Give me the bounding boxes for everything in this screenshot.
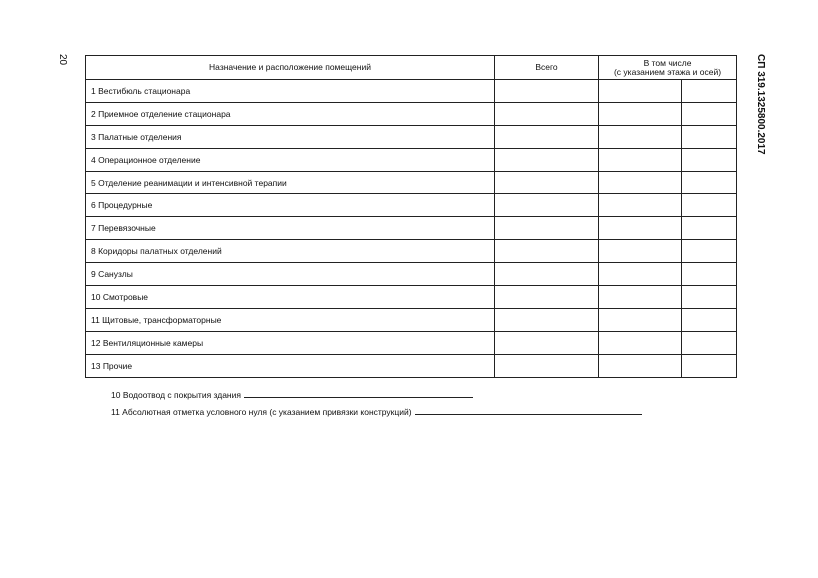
room-name-cell: 5 Отделение реанимации и интенсивной терапии	[86, 171, 495, 194]
zero-mark-fill-line	[415, 405, 642, 415]
table-row	[86, 171, 737, 194]
room-name-cell: 13 Прочие	[86, 354, 495, 377]
total-cell[interactable]	[495, 148, 599, 171]
including-cell-2[interactable]	[682, 331, 737, 354]
total-cell[interactable]	[495, 217, 599, 240]
including-cell-1[interactable]	[599, 354, 682, 377]
total-cell[interactable]	[495, 80, 599, 103]
header-including-line1: В том числе	[643, 57, 692, 68]
including-cell-1[interactable]	[599, 331, 682, 354]
including-cell-2[interactable]	[682, 102, 737, 125]
table-row	[86, 194, 737, 217]
total-cell[interactable]	[495, 171, 599, 194]
including-cell-2[interactable]	[682, 125, 737, 148]
document-code: СП 319.1325800.2017	[755, 54, 766, 155]
including-cell-1[interactable]	[599, 217, 682, 240]
total-cell[interactable]	[495, 102, 599, 125]
header-name: Назначение и расположение помещений	[86, 56, 495, 80]
footer-drainage-label: 10 Водоотвод с покрытия здания	[111, 390, 241, 400]
room-name-cell: 9 Санузлы	[86, 263, 495, 286]
including-cell-1[interactable]	[599, 286, 682, 309]
including-cell-1[interactable]	[599, 171, 682, 194]
room-name-cell: 6 Процедурные	[86, 194, 495, 217]
total-cell[interactable]	[495, 331, 599, 354]
table-row	[86, 286, 737, 309]
table-row	[86, 354, 737, 377]
table-row	[86, 80, 737, 103]
footer-zero-mark-label: 11 Абсолютная отметка условного нуля (с указанием привязки конструкций)	[111, 407, 412, 417]
room-name-cell: 7 Перевязочные	[86, 217, 495, 240]
room-name-cell: 12 Вентиляционные камеры	[86, 331, 495, 354]
drainage-fill-line	[244, 388, 473, 398]
total-cell[interactable]	[495, 125, 599, 148]
room-name-cell: 11 Щитовые, трансформаторные	[86, 308, 495, 331]
room-name-cell: 2 Приемное отделение стационара	[86, 102, 495, 125]
including-cell-2[interactable]	[682, 263, 737, 286]
table-row	[86, 148, 737, 171]
table-row	[86, 308, 737, 331]
including-cell-1[interactable]	[599, 102, 682, 125]
table-row	[86, 125, 737, 148]
including-cell-2[interactable]	[682, 354, 737, 377]
rooms-table	[85, 55, 737, 378]
table-row	[86, 217, 737, 240]
including-cell-2[interactable]	[682, 217, 737, 240]
header-total: Всего	[495, 56, 599, 80]
room-name-cell: 1 Вестибюль стационара	[86, 80, 495, 103]
table-row	[86, 263, 737, 286]
total-cell[interactable]	[495, 308, 599, 331]
including-cell-2[interactable]	[682, 194, 737, 217]
total-cell[interactable]	[495, 240, 599, 263]
table-header-row	[86, 56, 737, 80]
including-cell-2[interactable]	[682, 80, 737, 103]
footer-line-zero-mark	[111, 405, 642, 417]
including-cell-2[interactable]	[682, 286, 737, 309]
room-name-cell: 3 Палатные отделения	[86, 125, 495, 148]
including-cell-1[interactable]	[599, 308, 682, 331]
including-cell-2[interactable]	[682, 171, 737, 194]
header-including-line2: (с указанием этажа и осей)	[613, 66, 722, 77]
including-cell-2[interactable]	[682, 308, 737, 331]
room-name-cell: 10 Смотровые	[86, 286, 495, 309]
including-cell-1[interactable]	[599, 148, 682, 171]
total-cell[interactable]	[495, 194, 599, 217]
table-row	[86, 240, 737, 263]
page-number: 20	[57, 54, 68, 66]
including-cell-1[interactable]	[599, 240, 682, 263]
table-row	[86, 331, 737, 354]
table-row	[86, 102, 737, 125]
total-cell[interactable]	[495, 263, 599, 286]
including-cell-1[interactable]	[599, 125, 682, 148]
including-cell-1[interactable]	[599, 80, 682, 103]
including-cell-1[interactable]	[599, 194, 682, 217]
room-name-cell: 4 Операционное отделение	[86, 148, 495, 171]
total-cell[interactable]	[495, 286, 599, 309]
header-including	[599, 56, 737, 80]
footer-line-drainage	[111, 388, 473, 400]
including-cell-2[interactable]	[682, 148, 737, 171]
including-cell-2[interactable]	[682, 240, 737, 263]
total-cell[interactable]	[495, 354, 599, 377]
room-name-cell: 8 Коридоры палатных отделений	[86, 240, 495, 263]
including-cell-1[interactable]	[599, 263, 682, 286]
